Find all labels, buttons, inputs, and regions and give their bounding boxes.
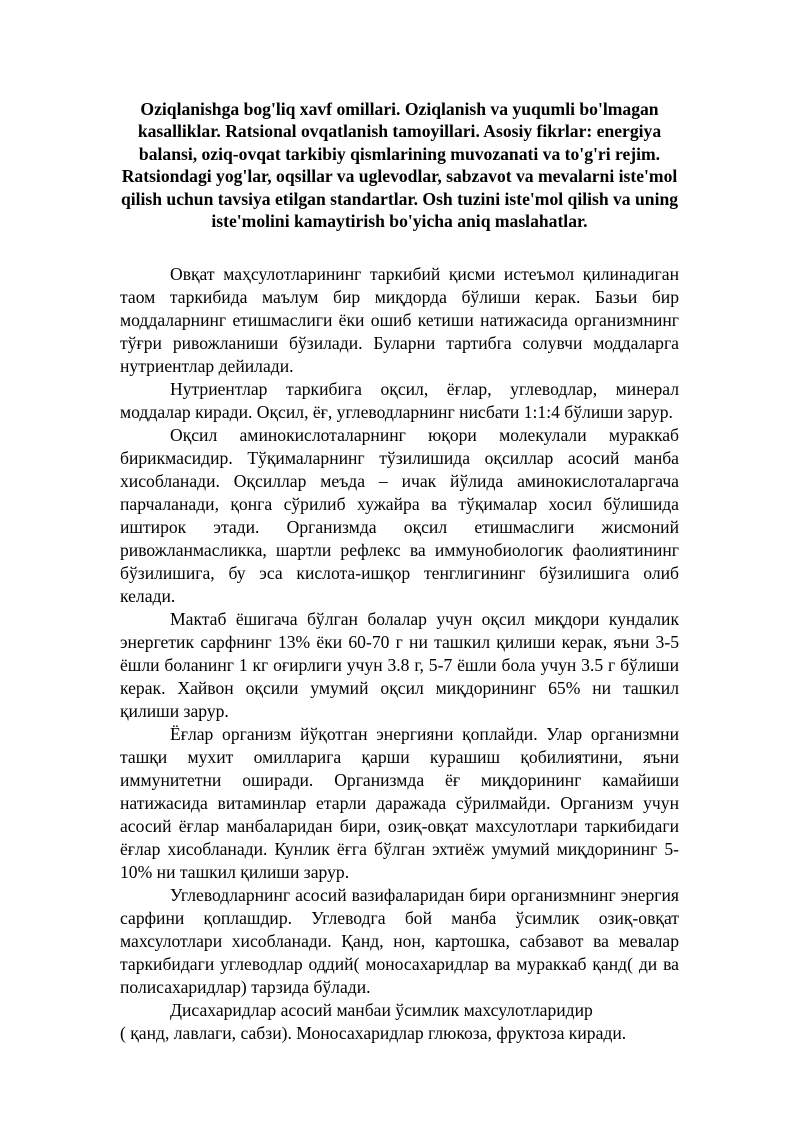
paragraph: Ёғлар организм йўқотган энергияни қоплайди. Улар организмни ташқи мухит омилларига қарши курашиш қобилиятини, яъни иммунитетни оширади. Организмда ёғ миқдорининг камайиши натижасида витаминлар етарли даражада сўрилмайди. Организм учун асосий ёғлар манбаларидан бири, озиқ-овқат махсулотлари таркибидаги ёғлар хисобланади. Кунлик ёғга бўлган эхтиёж умумий миқдорининг 5-10% ни ташкил қилиши зарур. [120,724,679,883]
paragraph: Мактаб ёшигача бўлган болалар учун оқсил миқдори кундалик энергетик сарфнинг 13% ёки 60-70 г ни ташкил қилиши керак, яъни 3-5 ёшли боланинг 1 кг оғирлиги учун 3.8 г, 5-7 ёшли бола учун 3.5 г бўлиши керак. Хайвон оқсили умумий оқсил миқдорининг 65% ни ташкил қилиши зарур. [120,609,679,722]
paragraph-last-tail: ( қанд, лавлаги, сабзи). Моносахаридлар глюкоза, фруктоза киради. [120,1023,627,1044]
document-title: Oziqlanishga bog'liq xavf omillari. Oziqlanish va yuqumli bo'lmagan kasalliklar. Ratsional ovqatlanish tamoyillari. Asosiy fikrlar: energiya balansi, oziq-ovqat tarkibiy qismlarining muvozanati va to'g'ri rejim. Ratsiondagi yog'lar, oqsillar va uglevodlar, sabzavot va mevalarni iste'mol qilish uchun tavsiya etilgan standartlar. Osh tuzini iste'mol qilish va uning iste'molini kamaytirish bo'yicha aniq maslahatlar. [120,99,679,232]
paragraph-last-head: Дисахаридлар асосий манбаи ўсимлик махсулотларидир [170,1000,593,1021]
paragraph: Оқсил аминокислоталарнинг юқори молекулали мураккаб бирикмасидир. Тўқималарнинг тўзилишида оқсиллар асосий манба хисобланади. Оқсиллар меъда – ичак йўлида аминокислоталаргача парчаланади, қонга сўрилиб хужайра ва тўқималар хосил бўлишида иштирок этади. Организмда оқсил етишмаслиги жисмоний ривожланмасликка, шартли рефлекс ва иммунобиологик фаолиятининг бўзилишига, бу эса кислота-ишқор тенглигининг бўзилишига олиб келади. [120,425,679,607]
paragraph: Овқат маҳсулотларининг таркибий қисми истеъмол қилинадиган таом таркибида маълум бир миқдорда бўлиши керак. Базьи бир моддаларнинг етишмаслиги ёки ошиб кетиши натижасида организмнинг тўғри ривожланиши бўзилади. Буларни тартибга солувчи моддаларга нутриентлар дейилади. [120,264,679,377]
paragraph: Углеводларнинг асосий вазифаларидан бири организмнинг энергия сарфини қоплашдир. Углеводга бой манба ўсимлик озиқ-овқат махсулотлари хисобланади. Қанд, нон, картошка, сабзавот ва мевалар таркибидаги углеводлар оддий( моносахаридлар ва мураккаб қанд( ди ва полисахаридлар) тарзида бўлади. [120,885,679,998]
paragraph: Нутриентлар таркибига оқсил, ёғлар, углеводлар, минерал моддалар киради. Оқсил, ёғ, углеводларнинг нисбати 1:1:4 бўлиши зарур. [120,379,679,423]
paragraph-last [120,999,679,1045]
document-page [120,98,679,1045]
document-body [120,263,679,1045]
